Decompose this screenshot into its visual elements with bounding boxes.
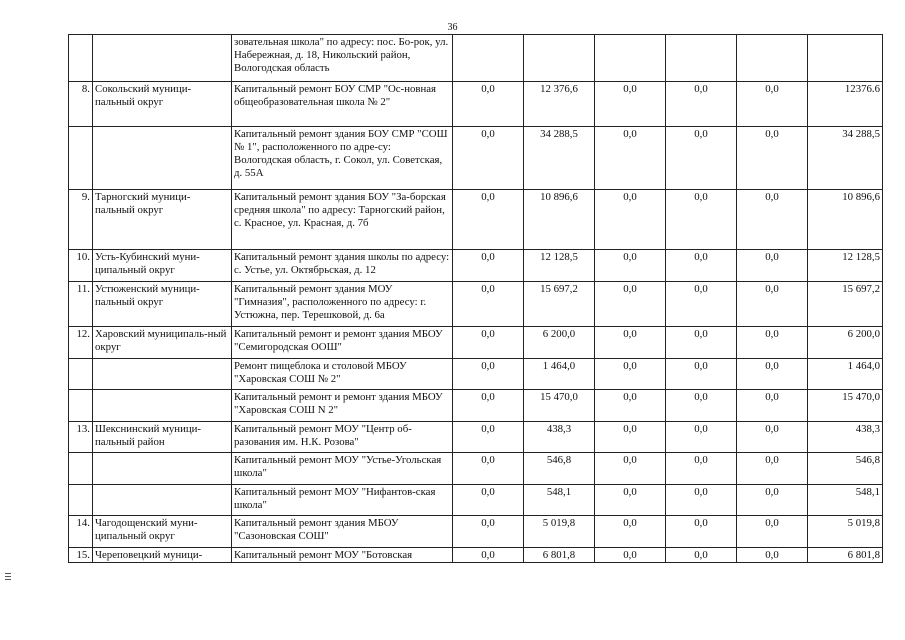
value-col-2: 12 376,6 — [524, 82, 595, 127]
value-col-4: 0,0 — [666, 548, 737, 563]
table-row — [69, 282, 883, 327]
total-value: 548,1 — [808, 485, 883, 516]
value-col-4: 0,0 — [666, 516, 737, 548]
total-value: 34 288,5 — [808, 127, 883, 190]
district-name — [93, 485, 232, 516]
value-col-5: 0,0 — [737, 190, 808, 250]
total-value: 5 019,8 — [808, 516, 883, 548]
value-col-1: 0,0 — [453, 127, 524, 190]
total-value: 546,8 — [808, 453, 883, 485]
project-description: Капитальный ремонт здания БОУ СМР "СОШ № 1", расположенного по адре-су: Вологодская область, г. Сокол, ул. Советская, д. 55А — [232, 127, 453, 190]
value-col-4: 0,0 — [666, 250, 737, 282]
value-col-1: 0,0 — [453, 485, 524, 516]
value-col-2: 438,3 — [524, 422, 595, 453]
value-col-1: 0,0 — [453, 82, 524, 127]
table-row — [69, 327, 883, 359]
total-value: 15 697,2 — [808, 282, 883, 327]
value-col-5: 0,0 — [737, 422, 808, 453]
row-number — [69, 359, 93, 390]
district-name — [93, 35, 232, 82]
project-description: Капитальный ремонт здания МОУ "Гимназия", расположенного по адресу: г. Устюжна, пер. Терешковой, д. 6а — [232, 282, 453, 327]
value-col-3: 0,0 — [595, 359, 666, 390]
project-description: Капитальный ремонт и ремонт здания МБОУ "Семигородская ООШ" — [232, 327, 453, 359]
row-number: 15. — [69, 548, 93, 563]
project-description: зовательная школа" по адресу: пос. Бо-рок, ул. Набережная, д. 18, Никольский район, Вологодская область — [232, 35, 453, 82]
district-name: Чагодощенский муни-ципальный округ — [93, 516, 232, 548]
row-number: 8. — [69, 82, 93, 127]
row-number: 14. — [69, 516, 93, 548]
total-value: 6 200,0 — [808, 327, 883, 359]
value-col-5: 0,0 — [737, 548, 808, 563]
value-col-5: 0,0 — [737, 390, 808, 422]
row-number — [69, 390, 93, 422]
value-col-2: 1 464,0 — [524, 359, 595, 390]
value-col-3: 0,0 — [595, 422, 666, 453]
margin-mark — [5, 573, 11, 574]
value-col-2 — [524, 35, 595, 82]
value-col-3: 0,0 — [595, 485, 666, 516]
row-number: 13. — [69, 422, 93, 453]
total-value: 15 470,0 — [808, 390, 883, 422]
table-row — [69, 359, 883, 390]
row-number: 10. — [69, 250, 93, 282]
district-name: Сокольский муници-пальный округ — [93, 82, 232, 127]
value-col-3: 0,0 — [595, 327, 666, 359]
project-description: Капитальный ремонт и ремонт здания МБОУ "Харовская СОШ N 2" — [232, 390, 453, 422]
value-col-4: 0,0 — [666, 390, 737, 422]
district-name: Харовский муниципаль-ный округ — [93, 327, 232, 359]
value-col-2: 34 288,5 — [524, 127, 595, 190]
value-col-1: 0,0 — [453, 453, 524, 485]
value-col-1: 0,0 — [453, 282, 524, 327]
project-description: Капитальный ремонт МОУ "Устье-Угольская школа" — [232, 453, 453, 485]
row-number — [69, 453, 93, 485]
value-col-5: 0,0 — [737, 359, 808, 390]
row-number — [69, 35, 93, 82]
value-col-3: 0,0 — [595, 390, 666, 422]
value-col-1: 0,0 — [453, 250, 524, 282]
value-col-1: 0,0 — [453, 516, 524, 548]
district-name: Шекснинский муници-пальный район — [93, 422, 232, 453]
value-col-5: 0,0 — [737, 485, 808, 516]
value-col-2: 15 697,2 — [524, 282, 595, 327]
district-name: Череповецкий муници- — [93, 548, 232, 563]
table-row — [69, 35, 883, 82]
margin-mark — [5, 579, 11, 580]
value-col-3: 0,0 — [595, 127, 666, 190]
total-value — [808, 35, 883, 82]
value-col-1: 0,0 — [453, 327, 524, 359]
margin-mark — [5, 576, 11, 577]
total-value: 1 464,0 — [808, 359, 883, 390]
value-col-5: 0,0 — [737, 127, 808, 190]
value-col-1: 0,0 — [453, 390, 524, 422]
value-col-3: 0,0 — [595, 190, 666, 250]
row-number — [69, 485, 93, 516]
row-number: 12. — [69, 327, 93, 359]
value-col-2: 12 128,5 — [524, 250, 595, 282]
district-name: Тарногский муници-пальный округ — [93, 190, 232, 250]
district-name — [93, 453, 232, 485]
table-row — [69, 250, 883, 282]
value-col-5: 0,0 — [737, 82, 808, 127]
project-description: Капитальный ремонт здания БОУ "За-борская средняя школа" по адресу: Тарногский район, с. Красное, ул. Красная, д. 7б — [232, 190, 453, 250]
table-row — [69, 82, 883, 127]
district-name: Усть-Кубинский муни-ципальный округ — [93, 250, 232, 282]
value-col-1: 0,0 — [453, 422, 524, 453]
value-col-2: 5 019,8 — [524, 516, 595, 548]
table-body — [69, 35, 883, 563]
table-row — [69, 422, 883, 453]
value-col-1 — [453, 35, 524, 82]
project-description: Капитальный ремонт МОУ "Нифантов-ская школа" — [232, 485, 453, 516]
project-description: Капитальный ремонт здания школы по адресу: с. Устье, ул. Октябрьская, д. 12 — [232, 250, 453, 282]
table-row — [69, 190, 883, 250]
value-col-2: 6 801,8 — [524, 548, 595, 563]
value-col-4: 0,0 — [666, 422, 737, 453]
value-col-3: 0,0 — [595, 282, 666, 327]
value-col-1: 0,0 — [453, 190, 524, 250]
value-col-4: 0,0 — [666, 453, 737, 485]
value-col-3: 0,0 — [595, 82, 666, 127]
value-col-3: 0,0 — [595, 516, 666, 548]
project-description: Капитальный ремонт БОУ СМР "Ос-новная общеобразовательная школа № 2" — [232, 82, 453, 127]
district-name — [93, 359, 232, 390]
value-col-5: 0,0 — [737, 282, 808, 327]
value-col-5: 0,0 — [737, 250, 808, 282]
project-description: Ремонт пищеблока и столовой МБОУ "Харовская СОШ № 2" — [232, 359, 453, 390]
page-number: 36 — [447, 22, 458, 33]
budget-table — [68, 34, 883, 563]
row-number: 9. — [69, 190, 93, 250]
total-value: 438,3 — [808, 422, 883, 453]
value-col-4: 0,0 — [666, 282, 737, 327]
table-row — [69, 453, 883, 485]
value-col-5: 0,0 — [737, 327, 808, 359]
value-col-4: 0,0 — [666, 190, 737, 250]
value-col-5 — [737, 35, 808, 82]
total-value: 12376.6 — [808, 82, 883, 127]
value-col-5: 0,0 — [737, 516, 808, 548]
table-row — [69, 485, 883, 516]
value-col-4: 0,0 — [666, 127, 737, 190]
project-description: Капитальный ремонт здания МБОУ "Сазоновская СОШ" — [232, 516, 453, 548]
value-col-2: 546,8 — [524, 453, 595, 485]
total-value: 12 128,5 — [808, 250, 883, 282]
value-col-4: 0,0 — [666, 327, 737, 359]
value-col-2: 6 200,0 — [524, 327, 595, 359]
value-col-4: 0,0 — [666, 82, 737, 127]
value-col-2: 548,1 — [524, 485, 595, 516]
value-col-5: 0,0 — [737, 453, 808, 485]
value-col-3: 0,0 — [595, 453, 666, 485]
value-col-2: 10 896,6 — [524, 190, 595, 250]
district-name: Устюженский муници-пальный округ — [93, 282, 232, 327]
total-value: 6 801,8 — [808, 548, 883, 563]
table-row — [69, 516, 883, 548]
value-col-4: 0,0 — [666, 359, 737, 390]
district-name — [93, 390, 232, 422]
value-col-3 — [595, 35, 666, 82]
value-col-3: 0,0 — [595, 250, 666, 282]
table-row — [69, 127, 883, 190]
district-name — [93, 127, 232, 190]
value-col-4: 0,0 — [666, 485, 737, 516]
project-description: Капитальный ремонт МОУ "Центр об-разования им. Н.К. Розова" — [232, 422, 453, 453]
table-row — [69, 390, 883, 422]
value-col-1: 0,0 — [453, 548, 524, 563]
total-value: 10 896,6 — [808, 190, 883, 250]
value-col-2: 15 470,0 — [524, 390, 595, 422]
project-description: Капитальный ремонт МОУ "Ботовская — [232, 548, 453, 563]
value-col-3: 0,0 — [595, 548, 666, 563]
row-number — [69, 127, 93, 190]
row-number: 11. — [69, 282, 93, 327]
value-col-4 — [666, 35, 737, 82]
value-col-1: 0,0 — [453, 359, 524, 390]
table-row — [69, 548, 883, 563]
